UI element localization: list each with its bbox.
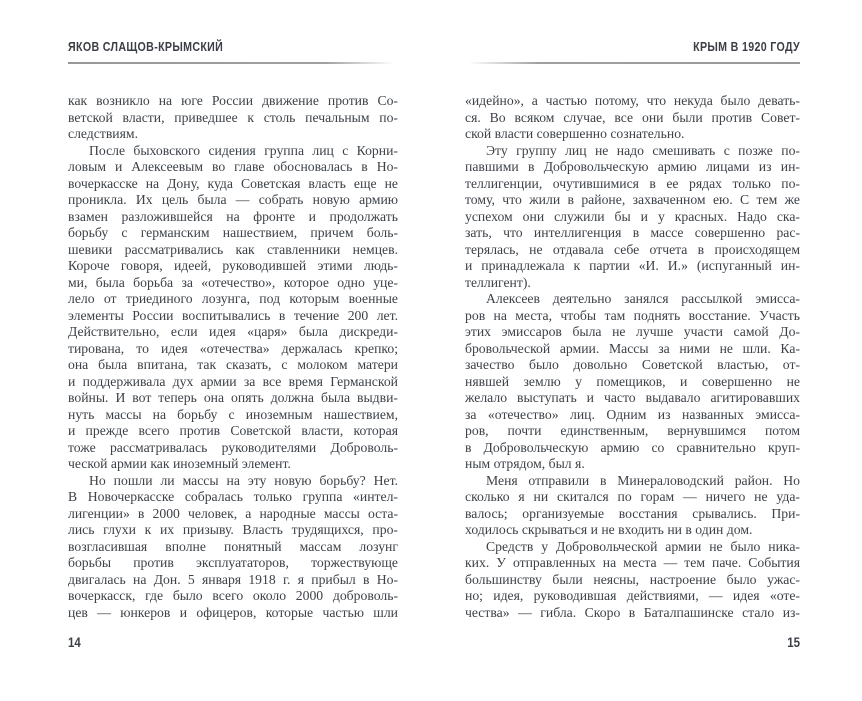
text-line: зачество было довольно Советской властью, от- — [465, 357, 800, 372]
text-line: борьбу с германским нашествием, причем боль- — [68, 225, 398, 240]
text-line: ловым и Алексеевым во главе обосновалась в Но- — [68, 159, 398, 174]
text-line: ской власти совершенно сознательно. — [465, 126, 685, 141]
text-line: терялась, не отдавала себе отчета в происходящем — [465, 241, 800, 257]
text-line: ся. Во всяком случае, все они были против Совет- — [465, 109, 800, 125]
text-line: как возникло на юге России движение против Со- — [68, 93, 398, 108]
right-page-body — [465, 93, 800, 621]
text-line: и поддерживала дух армии за все время Германской — [68, 373, 398, 389]
left-page — [68, 40, 398, 650]
text-line: ветской власти, приведшее к столь печальным по- — [68, 109, 398, 125]
text-line: Действительно, если идея «царя» была дискреди- — [68, 324, 398, 339]
text-line: успехом они служили бы и у красных. Надо ска- — [465, 208, 800, 224]
text-line: ров на места, чтобы там поднять восстание. Участь — [465, 307, 800, 323]
text-line: В Новочеркасске собралась только группа «интел- — [68, 489, 398, 504]
text-line: ходилось скрываться и не входить ни в один дом. — [465, 522, 753, 537]
text-line: тому, что жили в районе, захваченном ею. С тем же — [465, 192, 800, 207]
running-header-author: ЯКОВ СЛАЩОВ-КРЫМСКИЙ — [68, 39, 224, 54]
left-page-body — [68, 93, 398, 621]
text-line: цев — юнкеров и офицеров, которые частью шли — [68, 604, 398, 620]
page-number-left: 14 — [68, 635, 81, 650]
text-line: сколько я ни скитался по горам — ничего не уда- — [465, 489, 800, 504]
text-line: двигалась на Дон. 5 января 1918 г. я прибыл в Но- — [68, 571, 398, 587]
text-line: элементы России воспитывались в течение 200 лет. — [68, 307, 398, 323]
text-line: Средств у Добровольческой армии не было ника- — [486, 538, 800, 554]
text-line: теллигент). — [465, 274, 531, 290]
text-line: лело от триединого лозунга, под которым военные — [68, 291, 398, 306]
text-line: и прежде всего против Советской власти, которая — [68, 423, 398, 438]
text-line: Эту группу лиц не надо смешивать с позже по- — [486, 142, 800, 158]
header-rule-right — [465, 62, 800, 64]
text-line: нявшей землю у помещиков, и совершенно не — [465, 373, 800, 389]
text-line: ров, почти единственным, вернувшимся потом — [465, 423, 800, 438]
text-line: но; идея, руководившая действиями, — идея «оте- — [465, 588, 800, 603]
text-line: лигенции» в 2000 человек, а народные массы оста- — [68, 505, 398, 521]
text-line: она была впитана, так сказать, с молоком матери — [68, 357, 398, 372]
text-line: Короче говоря, идеей, руководившей этими людь- — [68, 258, 398, 273]
text-line: Но пошли ли массы на эту новую борьбу? Нет. — [89, 472, 398, 488]
text-line: тоже рассматривалась руководителями Доброволь- — [68, 439, 398, 455]
text-line: После быховского сидения группа лиц с Корни- — [89, 142, 398, 158]
text-line: шевики рассматривались как ставленники немцев. — [68, 241, 398, 257]
text-line: нуть массы на борьбу с иноземным нашествием, — [68, 406, 398, 422]
text-line: этих эмиссаров была не лучше участи самой До- — [465, 324, 800, 339]
running-header-title: КРЫМ В 1920 ГОДУ — [693, 39, 800, 54]
text-line: чества» — гибла. Скоро в Баталпашинске стало из- — [465, 604, 800, 620]
text-line: войны. И вот теперь она опять должна была выдви- — [68, 390, 398, 405]
text-line: следствиям. — [68, 126, 138, 141]
text-line: в Добровольческую армию со сравнительно круп- — [465, 439, 800, 455]
text-line: вочеркасск, где было всего около 2000 доброволь- — [68, 588, 398, 603]
page-number-right: 15 — [787, 635, 800, 650]
text-line: вочеркасске на Дону, куда Советская власть еще не — [68, 175, 398, 191]
text-line: возгласившая вполне понятный массам лозунг — [68, 538, 398, 554]
text-line: ным отрядом, был я. — [465, 456, 585, 471]
text-line: теллигенции, очутившимися в ее рядах только по- — [465, 175, 800, 191]
text-line: валось; организуемые восстания срывались. При- — [465, 505, 800, 521]
text-line: бровольческой армии. Массы за ними не шли. Ка- — [465, 340, 800, 356]
text-line: лись глухи к их призыву. Власть трудящихся, про- — [68, 522, 398, 537]
text-line: большинству были неясны, настроение было ужас- — [465, 571, 800, 587]
right-page — [465, 40, 800, 650]
text-line: ческой армии как иноземный элемент. — [68, 456, 291, 471]
text-line: ких. У отправленных на места — тем паче. События — [465, 555, 800, 570]
text-line: и принадлежала к партии «И. И.» (испуганный ин- — [465, 258, 800, 273]
header-rule-left — [68, 62, 398, 64]
text-line: взамен разложившейся на фронте и продолжать — [68, 208, 398, 224]
text-line: зать, что интеллигенция в массе совершенно рас- — [465, 225, 800, 240]
text-line: проникла. Их цель была — собрать новую армию — [68, 192, 398, 207]
text-line: «идейно», а частью потому, что некуда было девать- — [465, 93, 800, 108]
text-line: желало выступать и часто выдавало агитировавших — [465, 390, 800, 405]
text-line: за «отечество» лиц. Одним из названных эмисса- — [465, 406, 800, 422]
text-line: Алексеев деятельно занялся рассылкой эмисса- — [486, 291, 800, 306]
text-line: тирована, то идея «отечества» держалась крепко; — [68, 340, 398, 356]
text-line: павшими в Добровольческую армию лицами из ин- — [465, 159, 800, 174]
text-line: борьбы против эксплуататоров, торжествующе — [68, 555, 398, 570]
text-line: Меня отправили в Минераловодский район. Но — [486, 472, 800, 488]
text-line: ми, была борьба за «отечество», которое одно уце- — [68, 274, 398, 290]
